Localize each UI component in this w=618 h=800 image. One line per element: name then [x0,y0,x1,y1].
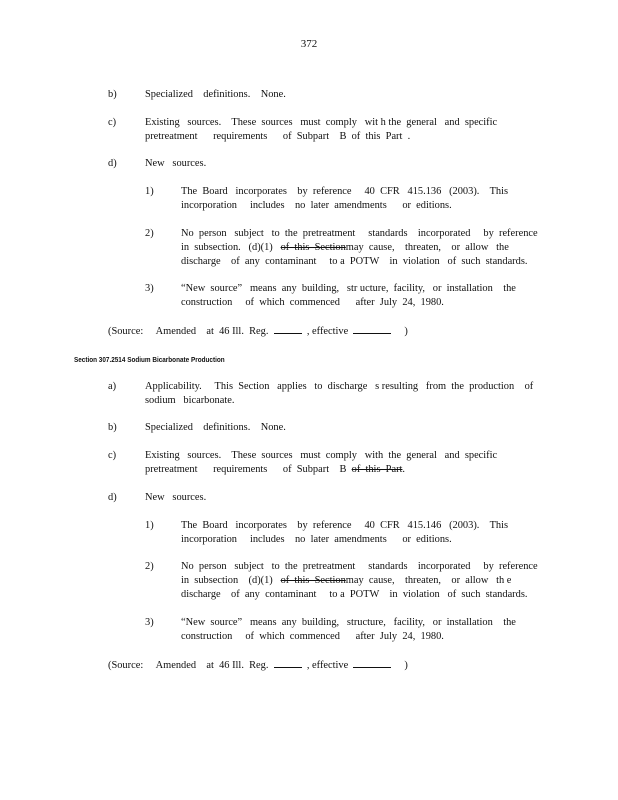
subitem-label-1: 1) [145,186,154,197]
item-label-b: b) [108,89,117,100]
item-label-b: b) [108,422,117,433]
new-source-def-line1: “New source” means any building, str ucture, facility, or installation the [181,283,516,294]
existing-sources-line1: Existing sources. These sources must comply wit h the general and specific [145,117,498,128]
subitem-label-3: 3) [145,617,154,628]
prohibition-line2: in subsection. (d)(1) of this Sectionmay cause, threaten, or allow the [181,242,509,253]
subitem-label-2: 2) [145,228,154,239]
item-label-d: d) [108,492,117,503]
source-note: (Source: Amended at 46 Ill. Reg. , effective ) [108,326,408,337]
new-sources-heading: New sources. [145,492,207,503]
section-heading: Section 307.2514 Sodium Bicarbonate Production [74,355,225,364]
new-source-def-line2: construction of which commenced after July 24, 1980. [181,297,444,308]
deleted-text: of this Section [280,575,346,586]
deleted-text: of this Section [280,242,346,253]
existing-sources-line2: pretreatment requirements of Subpart B of this Part . [145,131,411,142]
specialized-definitions: Specialized definitions. None. [145,422,286,433]
prohibition-line3: discharge of any contaminant to a POTW in violation of such standards. [181,589,528,600]
blank-line [274,658,302,668]
prohibition-line3: discharge of any contaminant to a POTW in violation of such standards. [181,256,528,267]
blank-line [353,658,391,668]
incorporation-line1: The Board incorporates by reference 40 CFR 415.136 (2003). This [181,186,509,197]
prohibition-line1: No person subject to the pretreatment standards incorporated by reference [181,561,538,572]
applicability-line1: Applicability. This Section applies to discharge s resulting from the production of [145,381,534,392]
prohibition-line1: No person subject to the pretreatment standards incorporated by reference [181,228,538,239]
specialized-definitions: Specialized definitions. None. [145,89,286,100]
item-label-c: c) [108,450,117,461]
blank-line [353,324,391,334]
item-label-d: d) [108,158,117,169]
incorporation-line2: incorporation includes no later amendments or editions. [181,200,452,211]
page-number: 372 [300,38,318,50]
source-note: (Source: Amended at 46 Ill. Reg. , effective ) [108,660,408,671]
incorporation-line1: The Board incorporates by reference 40 CFR 415.146 (2003). This [181,520,509,531]
new-source-def-line2: construction of which commenced after July 24, 1980. [181,631,444,642]
subitem-label-3: 3) [145,283,154,294]
item-label-a: a) [108,381,117,392]
applicability-line2: sodium bicarbonate. [145,395,235,406]
existing-sources-line1: Existing sources. These sources must comply with the general and specific [145,450,498,461]
deleted-text: of this Part [351,464,403,475]
incorporation-line2: incorporation includes no later amendments or editions. [181,534,452,545]
subitem-label-1: 1) [145,520,154,531]
new-source-def-line1: “New source” means any building, structure, facility, or installation the [181,617,516,628]
existing-sources-line2: pretreatment requirements of Subpart B of this Part. [145,464,406,475]
blank-line [274,324,302,334]
new-sources-heading: New sources. [145,158,207,169]
subitem-label-2: 2) [145,561,154,572]
item-label-c: c) [108,117,117,128]
prohibition-line2: in subsection (d)(1) of this Sectionmay cause, threaten, or allow th e [181,575,512,586]
